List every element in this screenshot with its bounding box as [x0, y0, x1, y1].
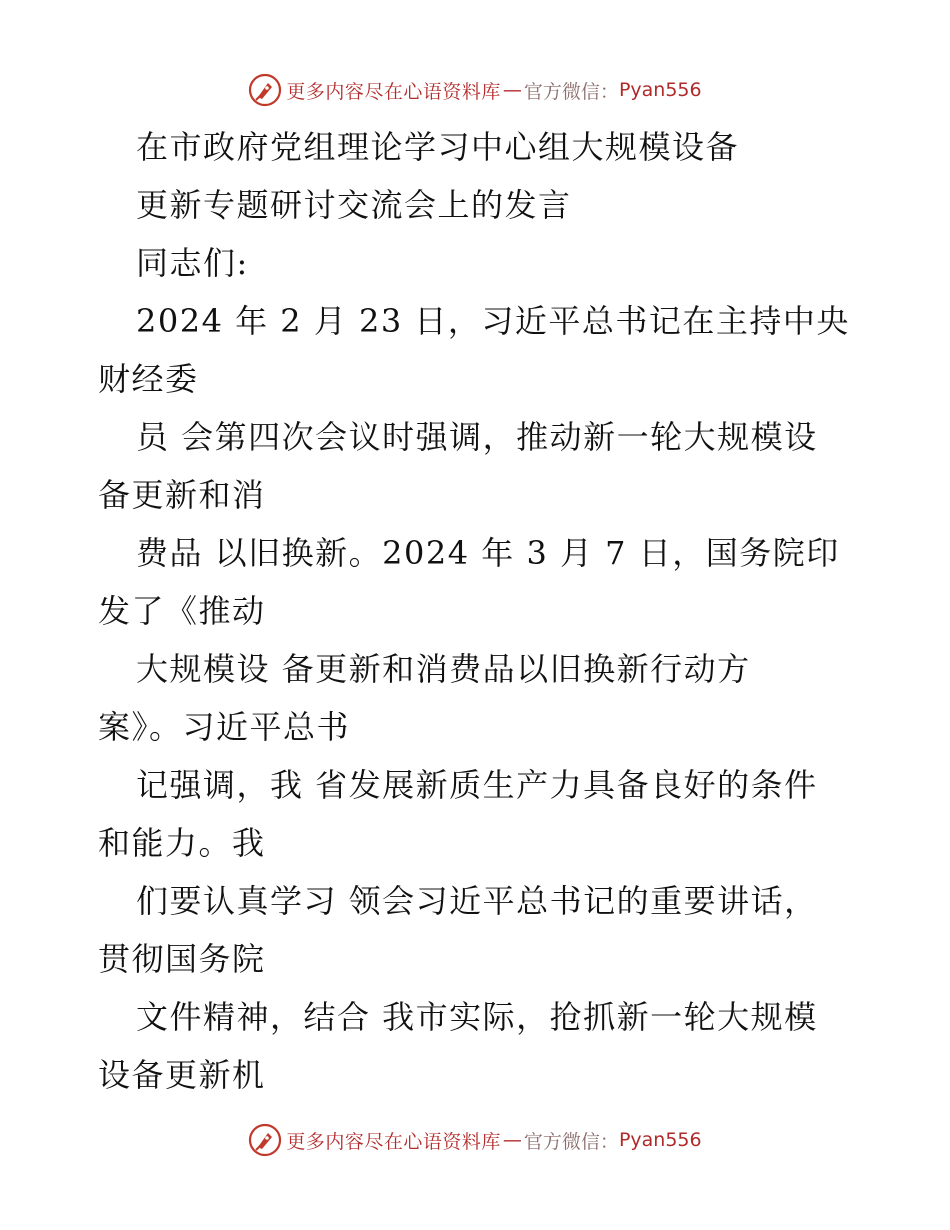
banner-text: 更多内容尽在心语资料库	[286, 80, 501, 103]
banner-dash: —	[502, 1129, 522, 1151]
salutation: 同志们:	[136, 244, 249, 282]
paragraph-line: 财经委	[98, 360, 199, 398]
paragraph-line: 大规模设 备更新和消费品以旧换新行动方	[136, 650, 751, 688]
paragraph-line: 贯彻国务院	[98, 940, 266, 978]
paragraph-line: 记强调，我 省发展新质生产力具备良好的条件	[136, 766, 818, 804]
paragraph-line: 和能力。我	[98, 824, 266, 862]
pen-nib-logo-icon	[248, 73, 282, 107]
title-line-2: 更新专题研讨交流会上的发言	[136, 186, 572, 224]
document-body	[98, 118, 858, 1104]
pen-nib-logo-icon	[248, 1123, 282, 1157]
paragraph-line: 设备更新机	[98, 1056, 266, 1094]
banner-wechat-label: 官方微信：	[523, 80, 619, 103]
paragraph-line: 员 会第四次会议时强调，推动新一轮大规模设	[136, 418, 818, 456]
banner-wechat-label: 官方微信：	[523, 1130, 619, 1153]
paragraph-line: 文件精神，结合 我市实际，抢抓新一轮大规模	[136, 998, 818, 1036]
banner-wechat-id: Pyan556	[618, 1129, 702, 1151]
paragraph-line: 费品 以旧换新。2024 年 3 月 7 日，国务院印	[136, 534, 840, 572]
paragraph-line: 备更新和消	[98, 476, 266, 514]
paragraph-line: 2024 年 2 月 23 日，习近平总书记在主持中央	[136, 302, 850, 340]
banner-dash: —	[502, 79, 522, 101]
watermark-banner-bottom	[0, 1120, 950, 1160]
banner-wechat-id: Pyan556	[618, 79, 702, 101]
watermark-banner-top	[0, 70, 950, 110]
banner-text: 更多内容尽在心语资料库	[286, 1130, 501, 1153]
title-line-1: 在市政府党组理论学习中心组大规模设备	[136, 128, 740, 166]
paragraph-line: 发了《推动	[98, 592, 266, 630]
paragraph-line: 案》。习近平总书	[98, 708, 351, 746]
paragraph-line: 们要认真学习 领会习近平总书记的重要讲话，	[136, 882, 818, 920]
